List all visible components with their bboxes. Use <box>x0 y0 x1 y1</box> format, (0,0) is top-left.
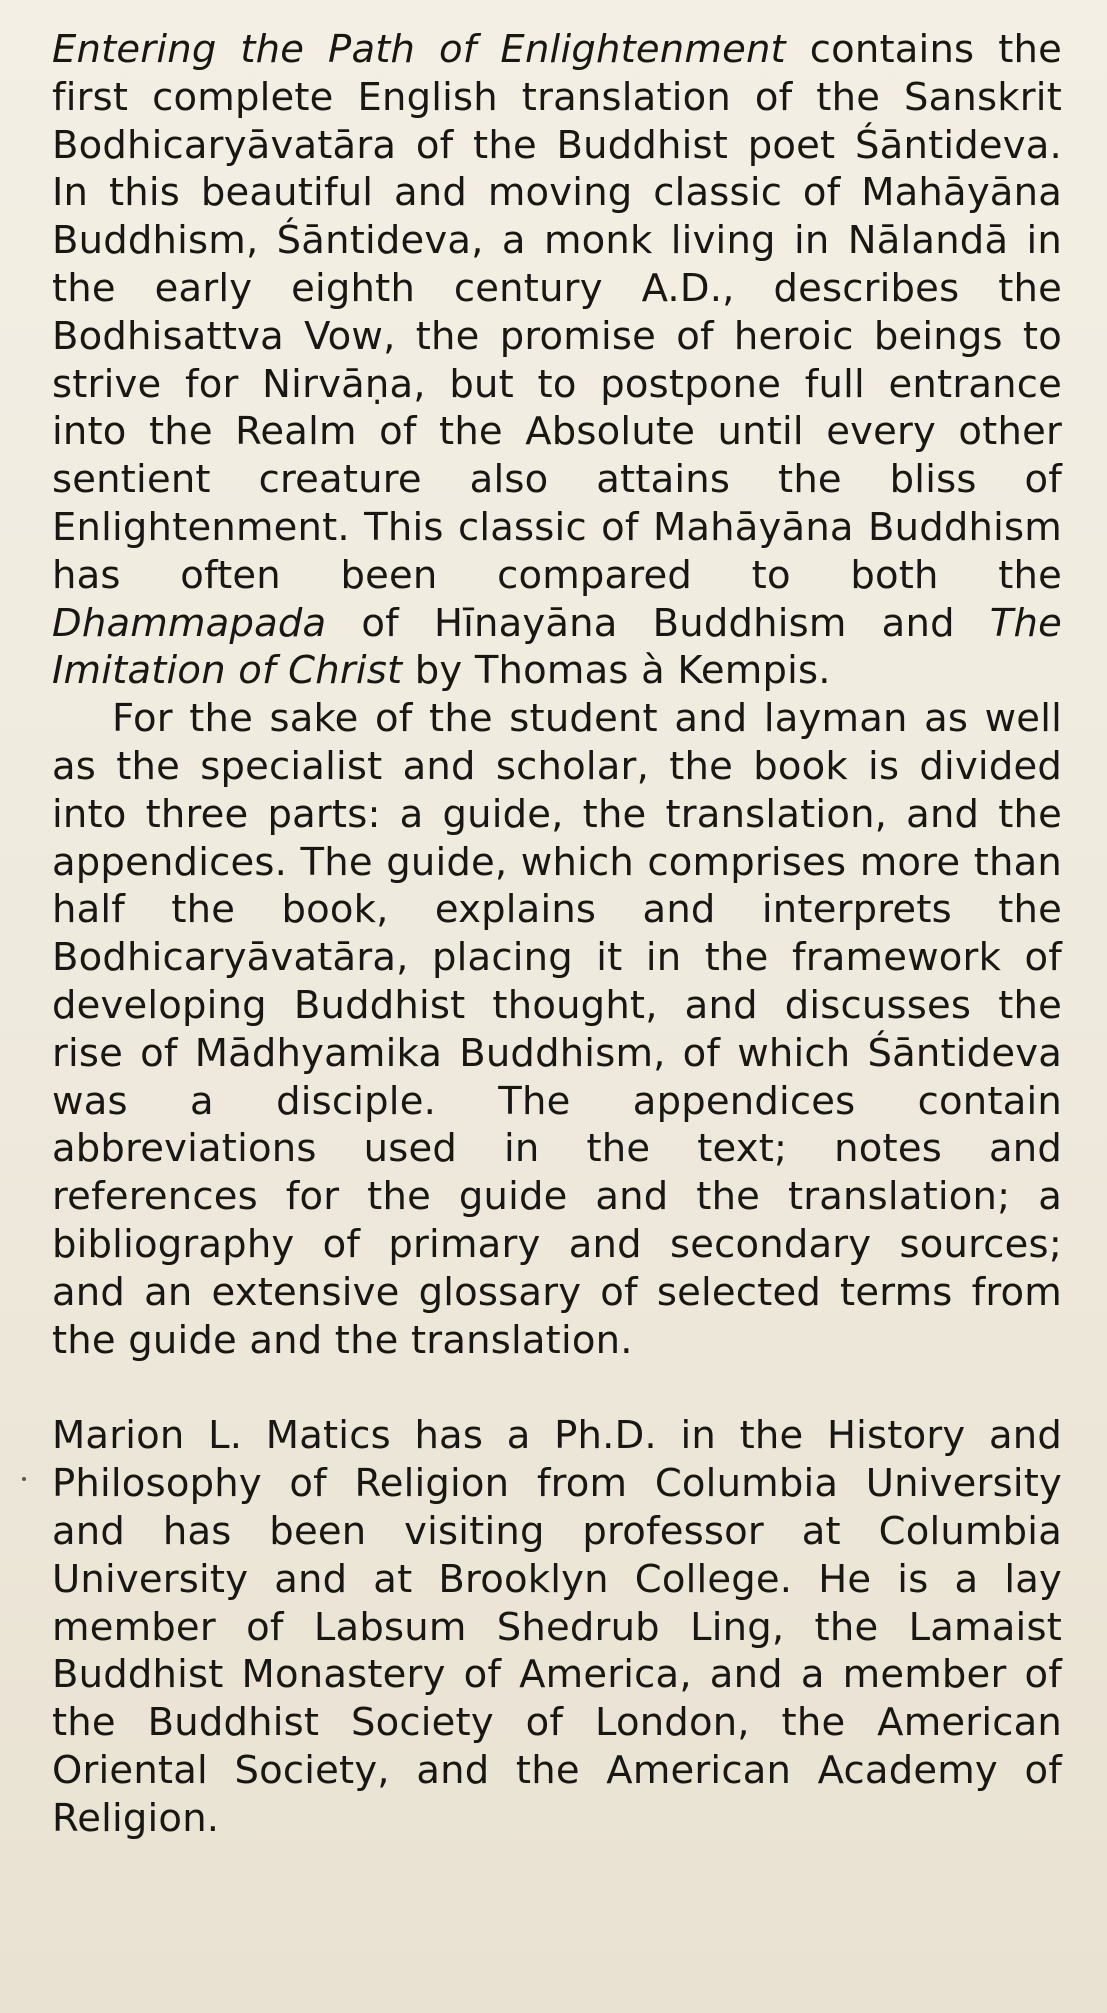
dhammapada-title-italic: Dhammapada <box>52 600 327 646</box>
paper-speck <box>22 1477 26 1481</box>
description-text-3: by Thomas à Kempis. <box>402 648 831 694</box>
book-title-italic: Entering the Path of Enlightenment <box>52 27 786 72</box>
imitation-of-christ-title-italic: The Imitation of Christ <box>52 600 1062 694</box>
author-bio-paragraph: Marion L. Matics has a Ph.D. in the History and Philosophy of Religion from Columbia University and has been visiting professor at Columbia University and at Brooklyn College. He is a lay member of Labsum Shedrub Ling, the Lamaist Buddhist Monastery of America, and a member of the Buddhist Society of London, the American Oriental Society, and the American Academy of Religion. <box>52 1413 1062 1841</box>
description-paragraph-2: For the sake of the student and layman as well as the specialist and scholar, the book is divided into three parts: a guide, the translation, and the appendices. The guide, which comprises more than half the book, explains and interprets the Bodhicaryāvatāra, placing it in the framework of developing Buddhist thought, and discusses the rise of Mādhyamika Buddhism, of which Śāntideva was a disciple. The appendices contain abbreviations used in the text; notes and references for the guide and the translation; a bibliography of primary and secondary sources; and an extensive glossary of selected terms from the guide and the translation. <box>52 696 1062 1363</box>
book-jacket-text <box>52 26 1062 1842</box>
description-text-2: of Hīnayāna Buddhism and <box>326 600 990 646</box>
description-paragraph-1 <box>52 26 1062 695</box>
description-text-1: contains the first complete English translation of the Sanskrit Bodhicaryāvatāra of the Buddhist poet Śāntideva. In this beautiful and moving classic of Mahāyāna Buddhism, Śāntideva, a monk living in Nālandā in the early eighth century A.D., describes the Bodhisattva Vow, the promise of heroic beings to strive for Nirvāṇa, but to postpone full entrance into the Realm of the Absolute until every other sentient creature also attains the bliss of Enlightenment. This classic of Mahāyāna Buddhism has often been compared to both the <box>52 27 1062 598</box>
